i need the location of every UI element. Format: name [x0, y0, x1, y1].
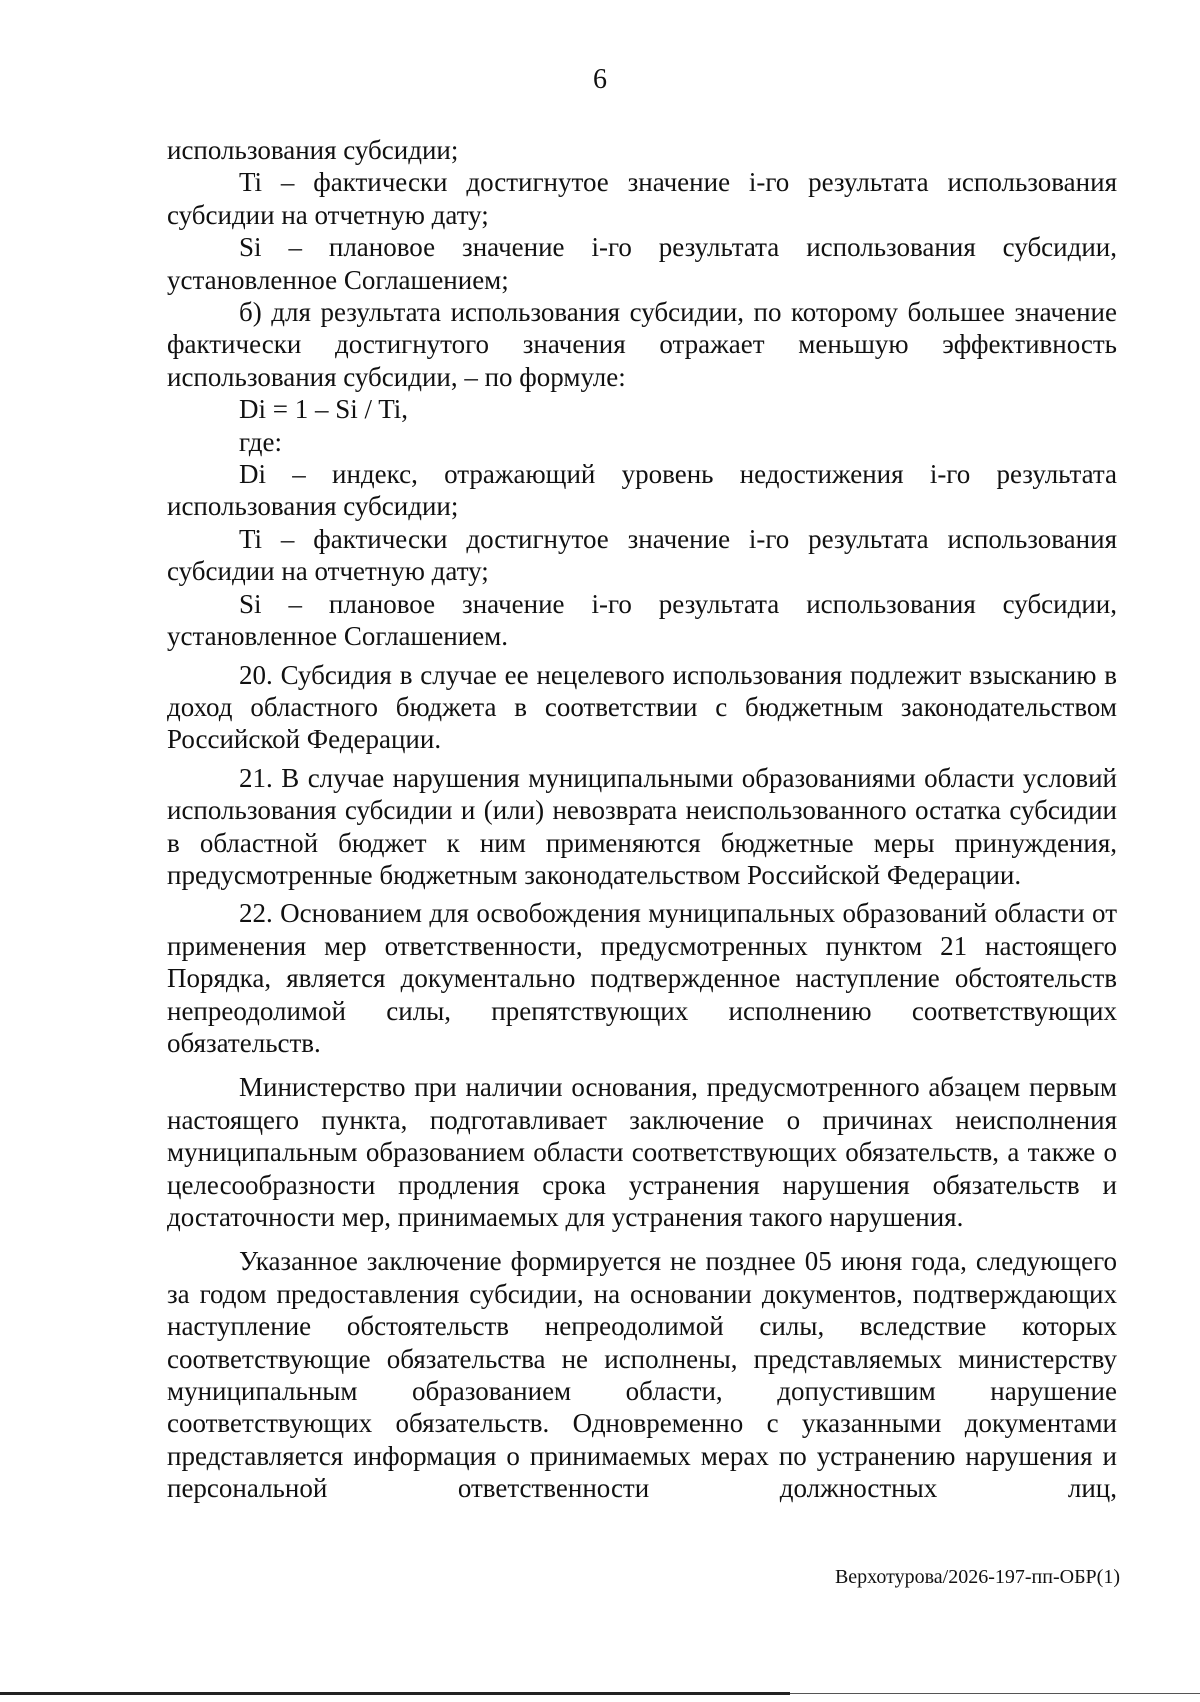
document-body: [167, 134, 1117, 1505]
page-number: 6: [593, 64, 607, 95]
paragraph-14: Указанное заключение формируется не позднее 05 июня года, следующего за годом предоставления субсидии, на основании документов, подтверждающих наступление обстоятельств непреодолимой силы, вследствие которых соответствующие обязательства не исполнены, представляемых министерству муниципальным образованием области, допустившим нарушение соответствующих обязательств. Одновременно с указанными документами представляется информация о принимаемых мерах по устранению нарушения и персональной ответственности должностных лиц,: [167, 1246, 1117, 1504]
paragraph-8: Si – плановое значение i-го результата использования субсидии, установленное Соглашением.: [167, 588, 1117, 652]
bottom-edge-line-thin: [790, 1693, 1200, 1694]
bottom-edge-line: [0, 1692, 790, 1695]
paragraph-2: Si – плановое значение i-го результата использования субсидии, установленное Соглашением;: [167, 232, 1117, 295]
paragraph-item-21: 21. В случае нарушения муниципальными образованиями области условий использования субсидии и (или) невозврата неиспользованного остатка субсидии в областной бюджет к ним применяются бюджетные меры принуждения, предусмотренные бюджетным законодательством Российской Федерации.: [167, 762, 1117, 890]
paragraph-13: Министерство при наличии основания, предусмотренного абзацем первым настоящего пункта, подготавливает заключение о причинах неисполнения муниципальным образованием области соответствующих обязательств, а также о целесообразности продления срока устранения нарушения обязательств и достаточности мер, принимаемых для устранения такого нарушения.: [167, 1072, 1117, 1232]
paragraph-item-22: 22. Основанием для освобождения муниципальных образований области от применения мер ответственности, предусмотренных пунктом 21 настоящего Порядка, является документально подтвержденное наступление обстоятельств непреодолимой силы, препятствующих исполнению соответствующих обязательств.: [167, 898, 1117, 1058]
paragraph-where: где:: [239, 426, 282, 457]
document-reference-footer: Верхотурова/2026-197-пп-ОБР(1): [834, 1566, 1120, 1588]
paragraph-6: Di – индекс, отражающий уровень недостижения i-го результата использования субсидии;: [167, 459, 1117, 522]
formula: Di = 1 – Si / Ti,: [239, 394, 409, 425]
paragraph-0: использования субсидии;: [167, 135, 459, 165]
paragraph-1: Ti – фактически достигнутое значение i-го результата использования субсидии на отчетную дату;: [167, 167, 1117, 230]
paragraph-item-20: 20. Субсидия в случае ее нецелевого использования подлежит взысканию в доход областного бюджета в соответствии с бюджетным законодательством Российской Федерации.: [167, 659, 1117, 755]
paragraph-7: Ti – фактически достигнутое значение i-го результата использования субсидии на отчетную дату;: [167, 523, 1117, 587]
paragraph-3: б) для результата использования субсидии, по которому большее значение фактически достигнутого значения отражает меньшую эффективность использования субсидии, – по формуле:: [167, 297, 1117, 392]
